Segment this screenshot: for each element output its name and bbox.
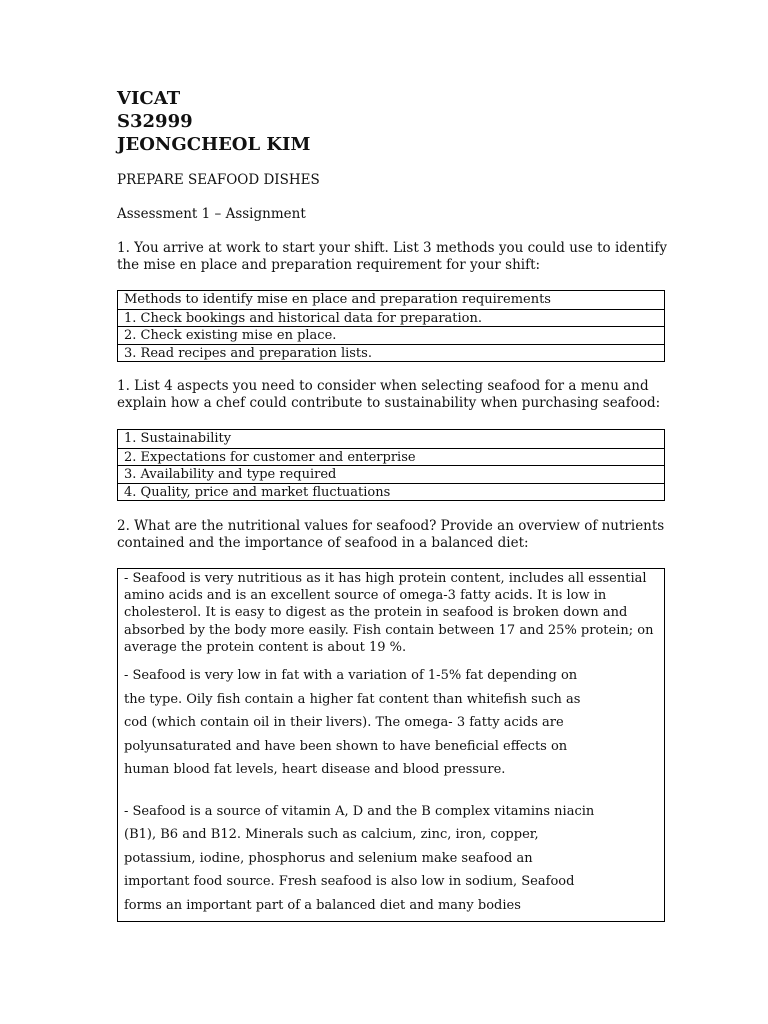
assessment-title: Assessment 1 – Assignment <box>117 206 306 222</box>
course-title: PREPARE SEAFOOD DISHES <box>117 172 320 188</box>
table-row: 1. Check bookings and historical data for preparation. <box>118 309 664 327</box>
question-3-line: contained and the importance of seafood in a balanced diet: <box>117 535 529 551</box>
table-row: 3. Availability and type required <box>118 465 664 483</box>
table-row-header: Methods to identify mise en place and preparation requirements <box>124 292 551 307</box>
question-1-line: 1. You arrive at work to start your shift. List 3 methods you could use to identify <box>117 240 667 256</box>
question-3-line: 2. What are the nutritional values for seafood? Provide an overview of nutrients <box>117 518 665 534</box>
header-student-name: JEONGCHEOL KIM <box>117 134 311 155</box>
methods-table <box>117 290 665 362</box>
table-row: 2. Check existing mise en place. <box>118 326 664 344</box>
answer-paragraph-vitamins: - Seafood is a source of vitamin A, D and the B complex vitamins niacin (B1), B6 and B12. Minerals such as calcium, zinc, iron, copper, potassium, iodine, phosphorus and selenium make seafood an important food source. Fresh seafood is also low in sodium, Seafood forms an important part of a balanced diet and many bodies <box>124 803 595 913</box>
nutrition-answer-box <box>117 568 665 922</box>
answer-paragraph-protein: - Seafood is very nutritious as it has high protein content, includes all essential amino acids and is an excellent source of omega-3 fatty acids. It is low in cholesterol. It is easy to digest as the protein in seafood is broken down and absorbed by the body more easily. Fish contain between 17 and 25% protein; on average the protein content is about 19 %. <box>124 571 654 655</box>
header-institution: VICAT <box>117 88 181 109</box>
table-row: 1. Sustainability <box>124 431 232 446</box>
header-student-id: S32999 <box>117 111 193 132</box>
table-row: 3. Read recipes and preparation lists. <box>118 344 664 362</box>
answer-paragraph-fat: - Seafood is very low in fat with a variation of 1-5% fat depending on the type. Oily fish contain a higher fat content than whitefish such as cod (which contain oil in their livers). The omega- 3 fatty acids are polyunsaturated and have been shown to have beneficial effects on human blood fat levels, heart disease and blood pressure. <box>124 668 581 778</box>
aspects-table <box>117 429 665 501</box>
table-row: 4. Quality, price and market fluctuations <box>118 483 664 501</box>
question-1-line: the mise en place and preparation requirement for your shift: <box>117 257 541 273</box>
question-2-line: explain how a chef could contribute to sustainability when purchasing seafood: <box>117 395 661 411</box>
question-2-line: 1. List 4 aspects you need to consider when selecting seafood for a menu and <box>117 378 649 394</box>
table-row: 2. Expectations for customer and enterprise <box>118 448 664 466</box>
